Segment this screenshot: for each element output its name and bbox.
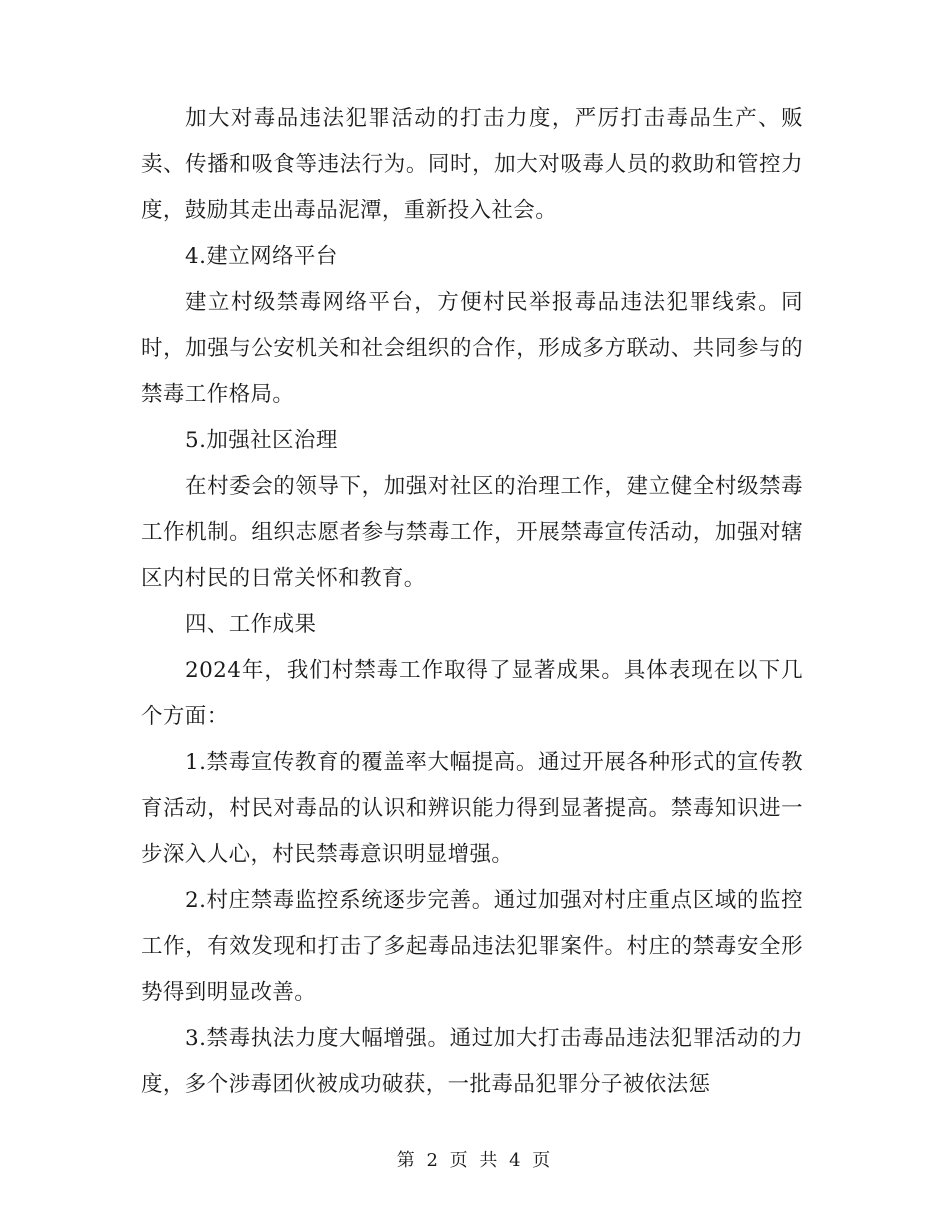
heading-community-governance: 5.加强社区治理 bbox=[185, 428, 338, 453]
heading-work-results: 四、工作成果 bbox=[185, 612, 317, 637]
paragraph-network-platform: 建立村级禁毒网络平台，方便村民举报毒品违法犯罪线索。同时，加强与公安机关和社会组织的合作，形成多方联动、共同参与的禁毒工作格局。 bbox=[141, 290, 803, 407]
paragraph-results-intro: 2024年，我们村禁毒工作取得了显著成果。具体表现在以下几个方面： bbox=[141, 658, 803, 729]
paragraph-crackdown: 加大对毒品违法犯罪活动的打击力度，严厉打击毒品生产、贩卖、传播和吸食等违法行为。同时，加大对吸毒人员的救助和管控力度，鼓励其走出毒品泥潭，重新投入社会。 bbox=[141, 106, 803, 223]
page-number-footer: 第 2 页 共 4 页 bbox=[396, 1150, 554, 1171]
paragraph-result-3: 3.禁毒执法力度大幅增强。通过加大打击毒品违法犯罪活动的力度，多个涉毒团伙被成功破获，一批毒品犯罪分子被依法惩 bbox=[141, 1026, 803, 1097]
document-body bbox=[141, 96, 803, 1108]
paragraph-community-governance: 在村委会的领导下，加强对社区的治理工作，建立健全村级禁毒工作机制。组织志愿者参与禁毒工作，开展禁毒宣传活动，加强对辖区内村民的日常关怀和教育。 bbox=[141, 474, 803, 591]
heading-network-platform: 4.建立网络平台 bbox=[185, 244, 338, 269]
paragraph-result-1: 1.禁毒宣传教育的覆盖率大幅提高。通过开展各种形式的宣传教育活动，村民对毒品的认识和辨识能力得到显著提高。禁毒知识进一步深入人心，村民禁毒意识明显增强。 bbox=[141, 750, 803, 867]
paragraph-result-2: 2.村庄禁毒监控系统逐步完善。通过加强对村庄重点区域的监控工作，有效发现和打击了多起毒品违法犯罪案件。村庄的禁毒安全形势得到明显改善。 bbox=[141, 888, 803, 1005]
